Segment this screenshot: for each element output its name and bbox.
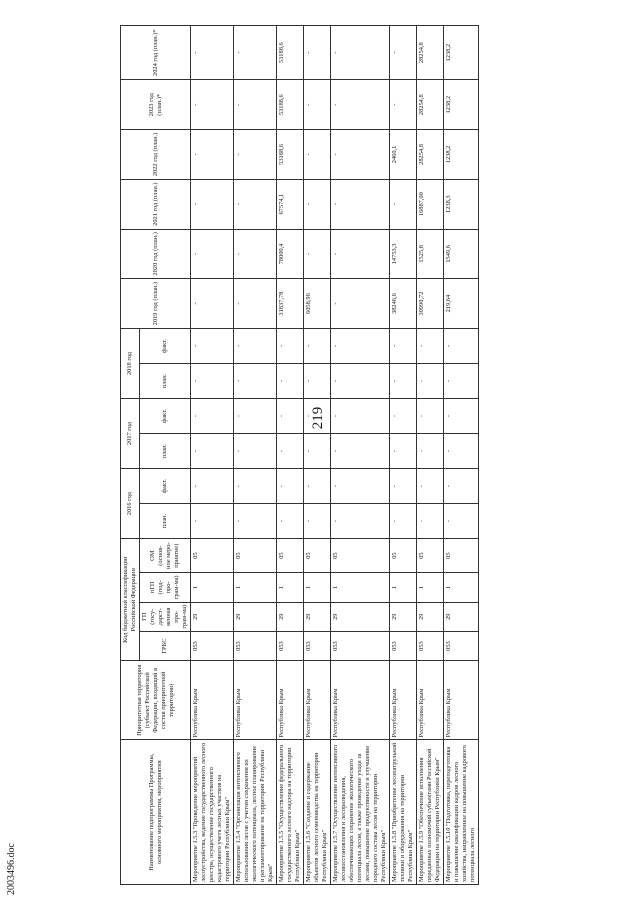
cell-gp: 29 bbox=[444, 602, 479, 631]
cell-om: 05 bbox=[444, 539, 479, 573]
cell-name: Мероприятие 1.5.7 "Осуществление интенсивного лесовосстановления и лесоразведения, обеспечивающих сохранение экологического потенциала лесов, а также проведение ухода за лесами, повышение продуктивности и улучшение породного состава лесов на территории Республики Крым" bbox=[331, 740, 390, 885]
header-2021: 2021 год (план.) bbox=[121, 179, 191, 229]
cell-gp: 29 bbox=[191, 602, 234, 631]
cell-y24: - bbox=[331, 26, 390, 80]
rotated-table-wrapper bbox=[120, 25, 625, 885]
footer-filename: 2003496.doc bbox=[6, 843, 17, 895]
cell-p18: - bbox=[331, 364, 390, 399]
cell-f18: - bbox=[390, 328, 417, 363]
cell-p17: - bbox=[277, 434, 304, 469]
cell-name: Мероприятие 1.5.10 "Подготовка, переподготовка и повышение квалификации кадров лесного хозяйства, направленное на повышение кадрового потенциала лесного bbox=[444, 740, 479, 885]
cell-p16: - bbox=[191, 504, 234, 539]
cell-y21: 16887,00 bbox=[417, 179, 444, 229]
header-territory: Приоритетная территория (субъект Российской Федерации, входящий в состав приоритетной территории) bbox=[121, 661, 191, 740]
cell-f16: - bbox=[390, 469, 417, 504]
cell-grbs: 053 bbox=[277, 631, 304, 660]
cell-f17: - bbox=[191, 399, 234, 434]
cell-y19: 38246,6 bbox=[390, 279, 417, 329]
cell-f16: - bbox=[304, 469, 331, 504]
cell-y20: - bbox=[304, 229, 331, 279]
cell-y20: 14753,3 bbox=[390, 229, 417, 279]
cell-y20: - bbox=[234, 229, 277, 279]
cell-y23: - bbox=[191, 80, 234, 130]
cell-grbs: 053 bbox=[444, 631, 479, 660]
cell-y24: - bbox=[191, 26, 234, 80]
cell-y22: - bbox=[304, 130, 331, 180]
cell-territory: Республика Крым bbox=[234, 661, 277, 740]
cell-f16: - bbox=[331, 469, 390, 504]
cell-f17: - bbox=[444, 399, 479, 434]
header-2018: 2018 год bbox=[121, 328, 140, 398]
cell-territory: Республика Крым bbox=[191, 661, 234, 740]
cell-f18: - bbox=[444, 328, 479, 363]
cell-y21: - bbox=[304, 179, 331, 229]
cell-y24: 53188,6 bbox=[277, 26, 304, 80]
cell-f17: - bbox=[234, 399, 277, 434]
cell-om: 05 bbox=[304, 539, 331, 573]
header-2020: 2020 год (план.) bbox=[121, 229, 191, 279]
cell-om: 05 bbox=[331, 539, 390, 573]
cell-y23: 53188,6 bbox=[277, 80, 304, 130]
cell-pgp: 1 bbox=[331, 573, 390, 602]
cell-y19: - bbox=[234, 279, 277, 329]
header-2016: 2016 год bbox=[121, 469, 140, 539]
table-row bbox=[417, 26, 444, 885]
cell-territory: Республика Крым bbox=[304, 661, 331, 740]
cell-om: 05 bbox=[191, 539, 234, 573]
cell-pgp: 1 bbox=[390, 573, 417, 602]
cell-y20: - bbox=[331, 229, 390, 279]
table-row bbox=[277, 26, 304, 885]
cell-gp: 29 bbox=[304, 602, 331, 631]
cell-pgp: 1 bbox=[417, 573, 444, 602]
cell-y21: 1238,3 bbox=[444, 179, 479, 229]
cell-y19: 6058,96 bbox=[304, 279, 331, 329]
header-grbs: ГРБС bbox=[140, 631, 191, 660]
cell-om: 05 bbox=[277, 539, 304, 573]
cell-y20: 1549,6 bbox=[444, 229, 479, 279]
cell-f18: - bbox=[234, 328, 277, 363]
cell-y23: 28254,8 bbox=[417, 80, 444, 130]
cell-p17: - bbox=[191, 434, 234, 469]
header-gp: ГП (госу-дарст-венная про-грам-ма) bbox=[140, 602, 191, 631]
cell-y24: - bbox=[390, 26, 417, 80]
header-2023: 2023 год (план.)* bbox=[121, 80, 191, 130]
cell-f18: - bbox=[304, 328, 331, 363]
header-fact-2016: факт. bbox=[140, 469, 191, 504]
cell-grbs: 053 bbox=[390, 631, 417, 660]
cell-p17: - bbox=[304, 434, 331, 469]
cell-p18: - bbox=[444, 364, 479, 399]
header-fact-2017: факт. bbox=[140, 399, 191, 434]
header-2019: 2019 год (план.) bbox=[121, 279, 191, 329]
cell-p17: - bbox=[390, 434, 417, 469]
table-row bbox=[390, 26, 417, 885]
cell-p18: - bbox=[277, 364, 304, 399]
cell-y24: 1238,2 bbox=[444, 26, 479, 80]
cell-grbs: 053 bbox=[331, 631, 390, 660]
cell-y22: 1238,2 bbox=[444, 130, 479, 180]
cell-p17: - bbox=[234, 434, 277, 469]
cell-y22: - bbox=[234, 130, 277, 180]
table-row bbox=[444, 26, 479, 885]
cell-f18: - bbox=[277, 328, 304, 363]
cell-y22: 2460,1 bbox=[390, 130, 417, 180]
cell-grbs: 053 bbox=[191, 631, 234, 660]
cell-y19: 30990,72 bbox=[417, 279, 444, 329]
table-row bbox=[304, 26, 331, 885]
header-plan-2017: план. bbox=[140, 434, 191, 469]
cell-om: 05 bbox=[390, 539, 417, 573]
cell-y21: - bbox=[234, 179, 277, 229]
cell-p18: - bbox=[191, 364, 234, 399]
cell-name: Мероприятие 1.5.3 "Проведение мероприятий лесоустройства, ведение государственного лесного реестра, осуществление государственного кадастрового учета лесных участков на территории Республики Крым" bbox=[191, 740, 234, 885]
cell-y21: - bbox=[331, 179, 390, 229]
cell-y21: 67574,1 bbox=[277, 179, 304, 229]
cell-f17: - bbox=[277, 399, 304, 434]
cell-y19: - bbox=[191, 279, 234, 329]
cell-p18: - bbox=[304, 364, 331, 399]
cell-p16: - bbox=[444, 504, 479, 539]
cell-pgp: 1 bbox=[277, 573, 304, 602]
cell-p16: - bbox=[390, 504, 417, 539]
cell-p16: - bbox=[304, 504, 331, 539]
cell-f17: - bbox=[304, 399, 331, 434]
cell-y20: 78009,4 bbox=[277, 229, 304, 279]
cell-y22: - bbox=[331, 130, 390, 180]
cell-y23: 1238,2 bbox=[444, 80, 479, 130]
budget-table bbox=[120, 25, 479, 885]
cell-p16: - bbox=[277, 504, 304, 539]
cell-y23: - bbox=[304, 80, 331, 130]
cell-pgp: 1 bbox=[191, 573, 234, 602]
cell-gp: 29 bbox=[277, 602, 304, 631]
cell-y23: - bbox=[331, 80, 390, 130]
cell-f16: - bbox=[277, 469, 304, 504]
header-plan-2018: план. bbox=[140, 364, 191, 399]
cell-pgp: 1 bbox=[234, 573, 277, 602]
cell-p16: - bbox=[331, 504, 390, 539]
cell-y22: - bbox=[191, 130, 234, 180]
cell-f18: - bbox=[417, 328, 444, 363]
header-plan-2016: план. bbox=[140, 504, 191, 539]
cell-y19: - bbox=[331, 279, 390, 329]
cell-name: Мероприятие 1.5.9 "Обеспечение исполнения переданных полномочий субъектами Российской Федерации на территории Республики Крым" bbox=[417, 740, 444, 885]
cell-name: Мероприятие 1.5.6 "Создание и содержание объектов лесного семеноводства на территории Республики Крым" bbox=[304, 740, 331, 885]
cell-gp: 29 bbox=[331, 602, 390, 631]
cell-om: 05 bbox=[234, 539, 277, 573]
cell-f16: - bbox=[234, 469, 277, 504]
cell-f16: - bbox=[191, 469, 234, 504]
cell-name: Мероприятие 1.5.5 "Осуществление федерального государственного лесного надзора на территории Республики Крым" bbox=[277, 740, 304, 885]
cell-f17: - bbox=[417, 399, 444, 434]
cell-grbs: 053 bbox=[417, 631, 444, 660]
cell-y20: 1525,8 bbox=[417, 229, 444, 279]
cell-f17: - bbox=[390, 399, 417, 434]
cell-y24: - bbox=[304, 26, 331, 80]
page-number: 219 bbox=[310, 406, 326, 430]
cell-name: Мероприятие 1.5.8 "Приобретение лесопатрульной техники и оборудования на территории Республики Крым" bbox=[390, 740, 417, 885]
cell-f18: - bbox=[331, 328, 390, 363]
cell-p16: - bbox=[234, 504, 277, 539]
header-pgp: пГП (под-про-грам-ма) bbox=[140, 573, 191, 602]
cell-y19: 219,64 bbox=[444, 279, 479, 329]
table-row bbox=[331, 26, 390, 885]
cell-p18: - bbox=[234, 364, 277, 399]
cell-f17: - bbox=[331, 399, 390, 434]
cell-y24: - bbox=[234, 26, 277, 80]
cell-p18: - bbox=[390, 364, 417, 399]
header-om: ОМ (основ-ное меро-приятие) bbox=[140, 539, 191, 573]
header-2024: 2024 год (план.)* bbox=[121, 26, 191, 80]
cell-y23: - bbox=[234, 80, 277, 130]
cell-p16: - bbox=[417, 504, 444, 539]
header-fact-2018: факт. bbox=[140, 328, 191, 363]
cell-grbs: 053 bbox=[304, 631, 331, 660]
header-code-group: Код бюджетной классификации Российской Федерации bbox=[121, 539, 140, 661]
cell-territory: Республика Крым bbox=[331, 661, 390, 740]
cell-gp: 29 bbox=[417, 602, 444, 631]
header-name: Наименование подпрограммы Программы, основного мероприятия, мероприятия bbox=[121, 740, 191, 885]
table-body bbox=[191, 26, 479, 885]
cell-y20: - bbox=[191, 229, 234, 279]
cell-y22: 28254,8 bbox=[417, 130, 444, 180]
cell-pgp: 1 bbox=[304, 573, 331, 602]
cell-f16: - bbox=[417, 469, 444, 504]
cell-territory: Республика Крым bbox=[444, 661, 479, 740]
cell-y22: 53188,6 bbox=[277, 130, 304, 180]
cell-y23: - bbox=[390, 80, 417, 130]
cell-territory: Республика Крым bbox=[277, 661, 304, 740]
cell-y19: 31837,78 bbox=[277, 279, 304, 329]
cell-p18: - bbox=[417, 364, 444, 399]
header-2017: 2017 год bbox=[121, 399, 140, 469]
cell-p17: - bbox=[444, 434, 479, 469]
table-row bbox=[191, 26, 234, 885]
cell-y21: - bbox=[390, 179, 417, 229]
cell-p17: - bbox=[417, 434, 444, 469]
cell-y24: 28254,8 bbox=[417, 26, 444, 80]
cell-name: Мероприятие 1.5.4 "Организация интенсивного использования лесов с учетом сохранения их экологического потенциала, лесное планирование и регламентирование на территории Республики Крым" bbox=[234, 740, 277, 885]
cell-gp: 29 bbox=[234, 602, 277, 631]
cell-f16: - bbox=[444, 469, 479, 504]
cell-pgp: 1 bbox=[444, 573, 479, 602]
cell-grbs: 053 bbox=[234, 631, 277, 660]
cell-y21: - bbox=[191, 179, 234, 229]
cell-gp: 29 bbox=[390, 602, 417, 631]
cell-f18: - bbox=[191, 328, 234, 363]
table-row bbox=[234, 26, 277, 885]
cell-om: 05 bbox=[417, 539, 444, 573]
cell-p17: - bbox=[331, 434, 390, 469]
cell-territory: Республика Крым bbox=[390, 661, 417, 740]
header-2022: 2022 год (план.) bbox=[121, 130, 191, 180]
cell-territory: Республика Крым bbox=[417, 661, 444, 740]
